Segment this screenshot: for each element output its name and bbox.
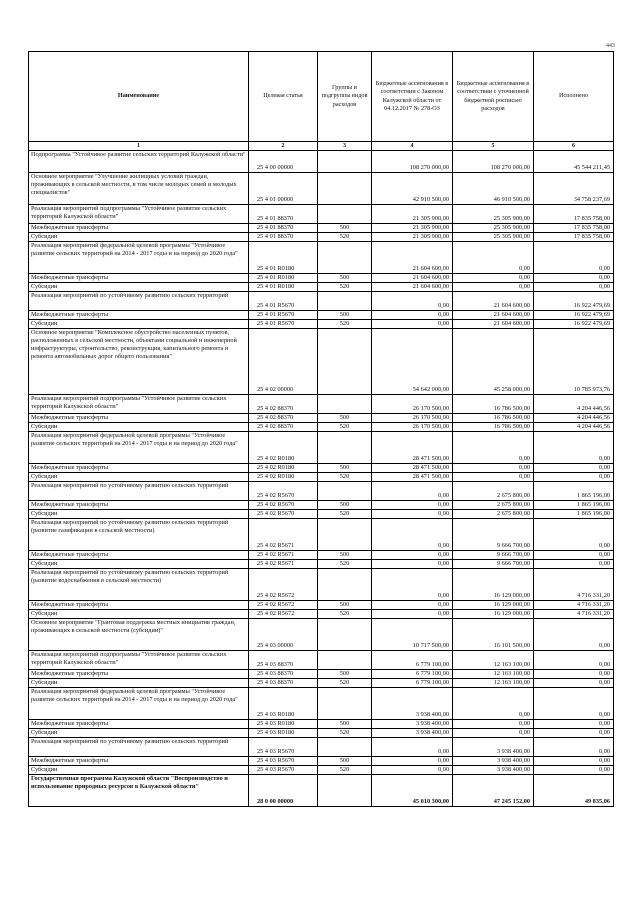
row-law-allocation: 0,00: [372, 757, 453, 766]
row-revised-allocation: 45 258 000,00: [453, 329, 534, 395]
row-law-allocation: 0,00: [372, 569, 453, 601]
table-row: [29, 233, 614, 242]
row-name: Межбюджетные трансферты: [29, 720, 249, 729]
row-executed: 0,00: [534, 619, 614, 651]
row-target-article: 25 4 03 88370: [249, 679, 318, 688]
header-row: [29, 52, 614, 142]
row-law-allocation: 26 170 500,00: [372, 423, 453, 432]
table-row: [29, 329, 614, 395]
row-executed: 17 835 758,00: [534, 233, 614, 242]
table-row: [29, 651, 614, 670]
column-number: 4: [372, 142, 453, 151]
row-law-allocation: 21 305 900,00: [372, 205, 453, 224]
row-revised-allocation: 2 675 800,00: [453, 510, 534, 519]
row-name: Реализация мероприятий по устойчивому развитию сельских территорий: [29, 482, 249, 501]
row-target-article: 25 4 02 R5671: [249, 551, 318, 560]
row-revised-allocation: 0,00: [453, 283, 534, 292]
row-executed: 0,00: [534, 560, 614, 569]
table-row: [29, 720, 614, 729]
table-row: [29, 670, 614, 679]
row-revised-allocation: 3 938 400,00: [453, 757, 534, 766]
table-row: [29, 729, 614, 738]
table-row: [29, 292, 614, 311]
row-executed: 4 204 446,56: [534, 414, 614, 423]
row-target-article: 25 4 02 88370: [249, 423, 318, 432]
row-executed: 17 835 758,00: [534, 205, 614, 224]
row-law-allocation: 21 604 600,00: [372, 283, 453, 292]
row-target-article: 25 4 03 R0180: [249, 720, 318, 729]
row-executed: 0,00: [534, 670, 614, 679]
row-target-article: 25 4 01 88370: [249, 224, 318, 233]
row-target-article: 25 4 03 R5670: [249, 738, 318, 757]
row-name: Субсидии: [29, 473, 249, 482]
row-expense-group: [318, 688, 372, 720]
row-law-allocation: 6 779 100,00: [372, 651, 453, 670]
row-revised-allocation: 0,00: [453, 473, 534, 482]
column-header-expense-group: Группы и подгруппы видов расходов: [318, 52, 372, 142]
row-executed: 0,00: [534, 688, 614, 720]
row-law-allocation: 26 170 500,00: [372, 414, 453, 423]
row-expense-group: 500: [318, 501, 372, 510]
row-revised-allocation: 0,00: [453, 432, 534, 464]
row-name: Субсидии: [29, 423, 249, 432]
row-executed: 4 204 446,56: [534, 395, 614, 414]
row-law-allocation: 21 305 900,00: [372, 233, 453, 242]
row-executed: 0,00: [534, 432, 614, 464]
row-executed: 16 922 479,69: [534, 320, 614, 329]
table-row: [29, 464, 614, 473]
row-name: Реализация мероприятий федеральной целевой программы "Устойчивое развитие сельских территорий на 2014 - 2017 годы и на период до 2020 года": [29, 242, 249, 274]
table-row: [29, 224, 614, 233]
row-target-article: 28 0 00 00000: [249, 775, 318, 807]
column-number-row: [29, 142, 614, 151]
row-executed: 34 758 237,69: [534, 173, 614, 205]
row-revised-allocation: 0,00: [453, 720, 534, 729]
row-name: Реализация мероприятий подпрограммы "Устойчивое развитие сельских территорий Калужской области": [29, 205, 249, 224]
row-executed: 0,00: [534, 464, 614, 473]
row-expense-group: [318, 775, 372, 807]
row-target-article: 25 4 02 00000: [249, 329, 318, 395]
page-number: 443: [606, 43, 615, 49]
table-row: [29, 311, 614, 320]
row-revised-allocation: 16 129 000,00: [453, 569, 534, 601]
row-target-article: 25 4 02 R5672: [249, 601, 318, 610]
row-expense-group: [318, 738, 372, 757]
table-row: [29, 242, 614, 274]
table-row: [29, 423, 614, 432]
row-name: Субсидии: [29, 679, 249, 688]
row-expense-group: [318, 242, 372, 274]
row-target-article: 25 4 01 R0180: [249, 283, 318, 292]
row-expense-group: [318, 205, 372, 224]
row-target-article: 25 4 02 R5672: [249, 569, 318, 601]
row-name: Межбюджетные трансферты: [29, 464, 249, 473]
row-revised-allocation: 2 675 800,00: [453, 482, 534, 501]
table-row: [29, 151, 614, 173]
row-target-article: 25 4 02 R0180: [249, 432, 318, 464]
column-header-target-article: Целевая статья: [249, 52, 318, 142]
table-row: [29, 283, 614, 292]
row-law-allocation: 0,00: [372, 501, 453, 510]
row-name: Межбюджетные трансферты: [29, 670, 249, 679]
row-revised-allocation: 12 163 100,00: [453, 679, 534, 688]
table-row: [29, 619, 614, 651]
column-number: 1: [29, 142, 249, 151]
table-row: [29, 173, 614, 205]
table-row: [29, 205, 614, 224]
row-expense-group: [318, 395, 372, 414]
row-law-allocation: 0,00: [372, 292, 453, 311]
row-target-article: 25 4 01 R0180: [249, 242, 318, 274]
row-law-allocation: 45 010 300,00: [372, 775, 453, 807]
row-executed: 0,00: [534, 283, 614, 292]
row-expense-group: 520: [318, 283, 372, 292]
table-row: [29, 320, 614, 329]
row-target-article: 25 4 01 88370: [249, 205, 318, 224]
row-law-allocation: 0,00: [372, 551, 453, 560]
table-row: [29, 738, 614, 757]
row-law-allocation: 21 604 600,00: [372, 242, 453, 274]
row-expense-group: 500: [318, 720, 372, 729]
table-row: [29, 519, 614, 551]
row-executed: 0,00: [534, 519, 614, 551]
row-expense-group: 500: [318, 464, 372, 473]
row-expense-group: 520: [318, 560, 372, 569]
row-executed: 4 204 446,56: [534, 423, 614, 432]
table-row: [29, 414, 614, 423]
row-revised-allocation: 21 604 600,00: [453, 311, 534, 320]
row-expense-group: 520: [318, 610, 372, 619]
row-law-allocation: 42 910 500,00: [372, 173, 453, 205]
row-name: Реализация мероприятий по устойчивому развитию сельских территорий: [29, 292, 249, 311]
row-law-allocation: 28 471 500,00: [372, 473, 453, 482]
row-name: Межбюджетные трансферты: [29, 414, 249, 423]
column-header-revised-allocations: Бюджетные ассигнования в соответствии с уточненной бюджетной росписью расходов: [453, 52, 534, 142]
row-expense-group: [318, 329, 372, 395]
row-revised-allocation: 25 305 900,00: [453, 224, 534, 233]
row-law-allocation: 0,00: [372, 610, 453, 619]
row-expense-group: 500: [318, 414, 372, 423]
table-row: [29, 610, 614, 619]
row-revised-allocation: 9 666 700,00: [453, 560, 534, 569]
row-target-article: 25 4 02 R0180: [249, 473, 318, 482]
row-revised-allocation: 0,00: [453, 464, 534, 473]
row-expense-group: [318, 619, 372, 651]
table-row: [29, 560, 614, 569]
table-row: [29, 757, 614, 766]
row-name: Реализация мероприятий по устойчивому развитию сельских территорий (развитие водоснабжения в сельской местности): [29, 569, 249, 601]
row-target-article: 25 4 02 R5671: [249, 519, 318, 551]
row-name: Основное мероприятие "Комплексное обустройство населенных пунктов, расположенных в сельской местности, объектами социальной и инженерной инфраструктуры, строительство, реконструкция, капитального ремонта и ремонта автомобильных дорог общего пользования": [29, 329, 249, 395]
table-row: [29, 688, 614, 720]
row-target-article: 25 4 03 88370: [249, 670, 318, 679]
row-executed: 0,00: [534, 757, 614, 766]
row-name: Субсидии: [29, 560, 249, 569]
row-executed: 0,00: [534, 551, 614, 560]
row-revised-allocation: 0,00: [453, 688, 534, 720]
row-expense-group: 500: [318, 670, 372, 679]
row-name: Реализация мероприятий подпрограммы "Устойчивое развитие сельских территорий Калужской области": [29, 651, 249, 670]
row-law-allocation: 26 170 500,00: [372, 395, 453, 414]
row-name: Реализация мероприятий федеральной целевой программы "Устойчивое развитие сельских территорий на 2014 - 2017 годы и на период до 2020 года": [29, 432, 249, 464]
table-row: [29, 274, 614, 283]
row-executed: 1 865 196,00: [534, 482, 614, 501]
row-executed: 49 835,06: [534, 775, 614, 807]
table-row: [29, 601, 614, 610]
row-target-article: 25 4 02 88370: [249, 414, 318, 423]
row-target-article: 25 4 01 R0180: [249, 274, 318, 283]
row-law-allocation: 6 779 100,00: [372, 679, 453, 688]
row-expense-group: 520: [318, 510, 372, 519]
row-revised-allocation: 25 305 900,00: [453, 205, 534, 224]
row-revised-allocation: 0,00: [453, 729, 534, 738]
table-row: [29, 551, 614, 560]
row-name: Субсидии: [29, 510, 249, 519]
row-name: Подпрограмма "Устойчивое развитие сельских территорий Калужской области": [29, 151, 249, 173]
row-target-article: 25 4 01 R5670: [249, 292, 318, 311]
row-executed: 0,00: [534, 720, 614, 729]
row-expense-group: [318, 482, 372, 501]
row-name: Субсидии: [29, 610, 249, 619]
row-executed: 0,00: [534, 651, 614, 670]
row-executed: 45 544 211,45: [534, 151, 614, 173]
row-target-article: 25 4 01 R5670: [249, 311, 318, 320]
row-revised-allocation: 16 129 000,00: [453, 601, 534, 610]
table-row: [29, 679, 614, 688]
table-row: [29, 473, 614, 482]
row-expense-group: [318, 292, 372, 311]
row-revised-allocation: 108 270 000,00: [453, 151, 534, 173]
row-name: Субсидии: [29, 233, 249, 242]
row-revised-allocation: 16 786 500,00: [453, 414, 534, 423]
row-expense-group: 500: [318, 757, 372, 766]
table-row: [29, 766, 614, 775]
row-revised-allocation: 21 604 600,00: [453, 292, 534, 311]
row-law-allocation: 0,00: [372, 601, 453, 610]
row-name: Межбюджетные трансферты: [29, 311, 249, 320]
row-target-article: 25 4 00 00000: [249, 151, 318, 173]
row-law-allocation: 21 604 600,00: [372, 274, 453, 283]
row-name: Реализация мероприятий федеральной целевой программы "Устойчивое развитие сельских территорий на 2014 - 2017 годы и на период до 2020 года": [29, 688, 249, 720]
row-executed: 0,00: [534, 766, 614, 775]
row-law-allocation: 54 642 000,00: [372, 329, 453, 395]
row-revised-allocation: 3 938 400,00: [453, 738, 534, 757]
row-name: Реализация мероприятий по устойчивому развитию сельских территорий: [29, 738, 249, 757]
row-name: Межбюджетные трансферты: [29, 501, 249, 510]
row-target-article: 25 4 03 R0180: [249, 729, 318, 738]
row-revised-allocation: 9 666 700,00: [453, 551, 534, 560]
row-revised-allocation: 12 163 100,00: [453, 651, 534, 670]
budget-table: [28, 51, 614, 807]
row-executed: 0,00: [534, 738, 614, 757]
row-expense-group: [318, 432, 372, 464]
row-executed: 0,00: [534, 274, 614, 283]
row-law-allocation: 0,00: [372, 482, 453, 501]
row-expense-group: 500: [318, 601, 372, 610]
column-header-law-allocations: Бюджетные ассигнования в соответствии с Законом Калужской области от 04.12.2017 № 278-ОЗ: [372, 52, 453, 142]
column-header-name: Наименование: [29, 52, 249, 142]
row-name: Межбюджетные трансферты: [29, 757, 249, 766]
row-executed: 0,00: [534, 473, 614, 482]
table-row: [29, 569, 614, 601]
row-expense-group: 520: [318, 729, 372, 738]
row-revised-allocation: 0,00: [453, 274, 534, 283]
row-expense-group: [318, 173, 372, 205]
row-target-article: 25 4 02 R5670: [249, 482, 318, 501]
row-revised-allocation: 3 938 400,00: [453, 766, 534, 775]
row-executed: 17 835 758,00: [534, 224, 614, 233]
row-target-article: 25 4 03 88370: [249, 651, 318, 670]
row-expense-group: 500: [318, 224, 372, 233]
column-header-executed: Исполнено: [534, 52, 614, 142]
table-row: [29, 501, 614, 510]
row-target-article: 25 4 02 R5670: [249, 501, 318, 510]
row-expense-group: 520: [318, 423, 372, 432]
row-name: Основное мероприятие "Улучшение жилищных условий граждан, проживающих в сельской местности, в том числе молодых семей и молодых специалистов": [29, 173, 249, 205]
row-expense-group: 520: [318, 766, 372, 775]
row-executed: 16 922 479,69: [534, 311, 614, 320]
row-revised-allocation: 9 666 700,00: [453, 519, 534, 551]
row-name: Межбюджетные трансферты: [29, 274, 249, 283]
row-law-allocation: 0,00: [372, 320, 453, 329]
row-expense-group: 520: [318, 473, 372, 482]
row-revised-allocation: 16 129 000,00: [453, 610, 534, 619]
table-row: [29, 432, 614, 464]
row-name: Субсидии: [29, 766, 249, 775]
row-name: Государственная программа Калужской области "Воспроизводство и использование природных ресурсов в Калужской области": [29, 775, 249, 807]
row-revised-allocation: 16 786 500,00: [453, 423, 534, 432]
row-name: Основное мероприятие "Грантовая поддержка местных инициатив граждан, проживающих в сельской местности (субсидии)": [29, 619, 249, 651]
row-expense-group: 500: [318, 274, 372, 283]
row-revised-allocation: 16 786 500,00: [453, 395, 534, 414]
row-target-article: 25 4 03 R5670: [249, 766, 318, 775]
row-revised-allocation: 2 675 800,00: [453, 501, 534, 510]
column-number: 6: [534, 142, 614, 151]
row-executed: 0,00: [534, 729, 614, 738]
row-executed: 4 716 331,20: [534, 569, 614, 601]
row-target-article: 25 4 03 00000: [249, 619, 318, 651]
row-target-article: 25 4 02 R5671: [249, 560, 318, 569]
row-name: Субсидии: [29, 283, 249, 292]
row-law-allocation: 0,00: [372, 510, 453, 519]
row-law-allocation: 28 471 500,00: [372, 432, 453, 464]
table-row: [29, 510, 614, 519]
column-number: 3: [318, 142, 372, 151]
row-law-allocation: 108 270 000,00: [372, 151, 453, 173]
row-target-article: 25 4 02 R0180: [249, 464, 318, 473]
row-expense-group: 520: [318, 679, 372, 688]
row-law-allocation: 0,00: [372, 560, 453, 569]
row-law-allocation: 10 717 500,00: [372, 619, 453, 651]
column-number: 2: [249, 142, 318, 151]
row-name: Реализация мероприятий подпрограммы "Устойчивое развитие сельских территорий Калужской области": [29, 395, 249, 414]
column-number: 5: [453, 142, 534, 151]
row-law-allocation: 28 471 500,00: [372, 464, 453, 473]
row-target-article: 25 4 03 R0180: [249, 688, 318, 720]
row-executed: 10 785 973,76: [534, 329, 614, 395]
row-expense-group: [318, 569, 372, 601]
row-name: Межбюджетные трансферты: [29, 551, 249, 560]
row-revised-allocation: 0,00: [453, 242, 534, 274]
row-target-article: 25 4 01 00000: [249, 173, 318, 205]
row-law-allocation: 0,00: [372, 766, 453, 775]
row-revised-allocation: 47 245 152,00: [453, 775, 534, 807]
row-target-article: 25 4 03 R5670: [249, 757, 318, 766]
row-law-allocation: 3 938 400,00: [372, 729, 453, 738]
row-revised-allocation: 21 604 600,00: [453, 320, 534, 329]
row-executed: 1 865 196,00: [534, 510, 614, 519]
row-executed: 1 865 196,00: [534, 501, 614, 510]
row-target-article: 25 4 01 R5670: [249, 320, 318, 329]
row-target-article: 25 4 02 88370: [249, 395, 318, 414]
row-law-allocation: 3 938 400,00: [372, 720, 453, 729]
row-revised-allocation: 16 101 500,00: [453, 619, 534, 651]
row-law-allocation: 0,00: [372, 738, 453, 757]
row-law-allocation: 3 938 400,00: [372, 688, 453, 720]
row-expense-group: [318, 651, 372, 670]
table-row: [29, 482, 614, 501]
row-name: Межбюджетные трансферты: [29, 601, 249, 610]
row-target-article: 25 4 01 88370: [249, 233, 318, 242]
row-expense-group: 500: [318, 551, 372, 560]
row-expense-group: 520: [318, 320, 372, 329]
row-target-article: 25 4 02 R5672: [249, 610, 318, 619]
row-expense-group: [318, 151, 372, 173]
row-name: Субсидии: [29, 729, 249, 738]
row-expense-group: 520: [318, 233, 372, 242]
table-row: [29, 395, 614, 414]
row-executed: 4 716 331,20: [534, 601, 614, 610]
row-law-allocation: 21 305 900,00: [372, 224, 453, 233]
row-target-article: 25 4 02 R5670: [249, 510, 318, 519]
row-executed: 0,00: [534, 679, 614, 688]
row-executed: 0,00: [534, 242, 614, 274]
row-revised-allocation: 46 910 500,00: [453, 173, 534, 205]
row-expense-group: 500: [318, 311, 372, 320]
row-expense-group: [318, 519, 372, 551]
row-executed: 16 922 479,69: [534, 292, 614, 311]
row-revised-allocation: 12 163 100,00: [453, 670, 534, 679]
table-row: [29, 775, 614, 807]
row-executed: 4 716 331,20: [534, 610, 614, 619]
row-law-allocation: 6 779 100,00: [372, 670, 453, 679]
table-body: [29, 151, 614, 807]
row-law-allocation: 0,00: [372, 519, 453, 551]
row-revised-allocation: 25 305 900,00: [453, 233, 534, 242]
row-name: Субсидии: [29, 320, 249, 329]
row-name: Межбюджетные трансферты: [29, 224, 249, 233]
row-name: Реализация мероприятий по устойчивому развитию сельских территорий (развитие газификации в сельской местности): [29, 519, 249, 551]
row-law-allocation: 0,00: [372, 311, 453, 320]
